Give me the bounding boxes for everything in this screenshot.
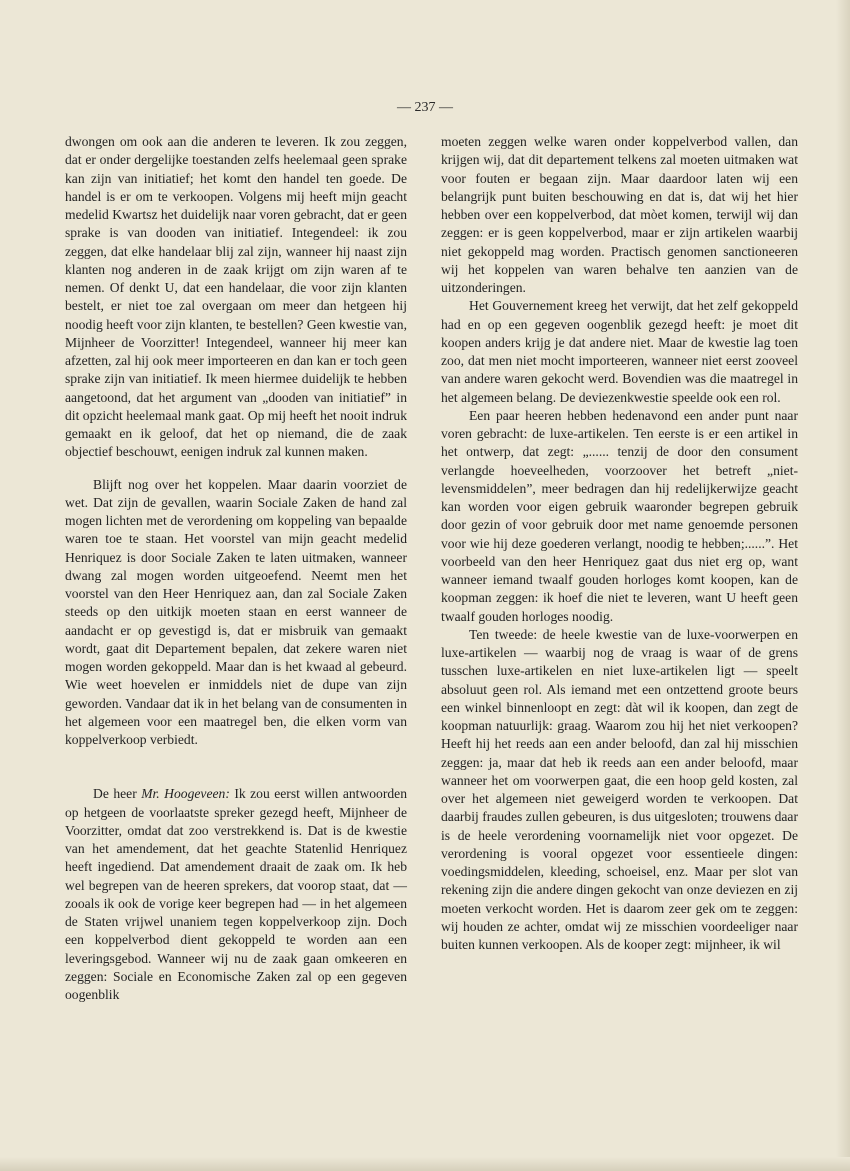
- page-number: — 237 —: [397, 100, 453, 115]
- paragraph: moeten zeggen welke waren onder koppelverbod vallen, dan krijgen wij, dat dit departement telkens zal moeten uitmaken wat voor fouten er begaan zijn. Maar daardoor laten wij een belangrijk punt buiten beschouwing en dat is, dat wij het hier hebben over een koppelverbod, dat mòet komen, terwijl wij dan zeggen: er is geen koppelverbod, maar er zijn artikelen waarbij niet gekoppeld mag worden. Practisch genomen sanctioneeren wij het koppelen van waren behalve ten aanzien van de uitzonderingen.: [441, 134, 798, 295]
- page-bottom-shadow: [0, 1157, 850, 1171]
- left-column: [65, 133, 407, 1004]
- speaker-name: Mr. Hoogeveen:: [141, 786, 230, 802]
- right-column: [441, 133, 798, 954]
- speaker-text: Ik zou eerst willen antwoorden op hetgeen de voorlaatste spreker gezegd heeft, Mijnheer de Voorzitter, omdat dat zoo verstrekkend is. Dat is de kwestie van het amendement, dat het geachte Statenlid Henriquez heeft ingediend. Dat amendement draait de zaak om. Ik heb wel begrepen van de heeren sprekers, dat voorop staat, dat — zooals ik ook de vorige keer begrepen had — in het algemeen de Staten vrijwel unaniem tegen koppelverkoop zijn. Doch een koppelverbod dient gekoppeld te worden aan een leveringsgebod. Wanneer wij nu de zaak gaan omkeeren en zeggen: Sociale en Economische Zaken zal op een gegeven oogenblik: [65, 786, 408, 1002]
- paragraph: Het Gouvernement kreeg het verwijt, dat het zelf gekoppeld had en op een gegeven oogenblik gezegd heeft: je moet dit koopen anders krijg je dat andere niet. Maar de kwestie lag toen zoo, dat men niet mocht importeeren, wanneer niet eerst zooveel van andere waren gekocht werd. Bovendien was die maatregel in het algemeen belang. De deviezenkwestie speelde ook een rol.: [441, 298, 798, 405]
- paragraph: dwongen om ook aan die anderen te leveren. Ik zou zeggen, dat er onder dergelijke toestanden zelfs heelemaal geen sprake kan zijn van initiatief; het komt den handel ten goede. De handel is er om te verkoopen. Volgens mij heeft mijn geacht medelid Kwartsz het duidelijk naar voren gebracht, dat er geen sprake is van dooden van initiatief. Integendeel: ik zou zeggen, dat elke handelaar blij zal zijn, wanneer hij naast zijn klanten nog anderen in de zaak krijgt om zijn waren af te nemen. Of denkt U, dat een handelaar, die voor zijn klanten bestelt, er niet toe zal overgaan om meer dan hetgeen hij noodig heeft voor zijn klanten, te bestellen? Geen kwestie van, Mijnheer de Voorzitter! Integendeel, wanneer hij meer kan afzetten, zal hij ook meer importeeren en dan kan er toch geen sprake zijn van initiatief. Ik meen hiermee duidelijk te hebben aangetoond, dat het argument van „dooden van initiatief” in dit opzicht heelemaal mank gaat. Op mij heeft het nooit indruk gemaakt en ik geloof, dat het op niemand, die de zaak objectief beschouwt, eenigen indruk zal kunnen maken.: [65, 134, 407, 460]
- paragraph: Een paar heeren hebben hedenavond een ander punt naar voren gebracht: de luxe-artikelen. Ten eerste is er een artikel in het ontwerp, dat zegt: „...... tenzij de door den consument verlangde hoeveelheden, voorzoover het betreft „niet-levensmiddelen”, meer bedragen dan hij redelijkerwijze geacht kan worden voor eigen gebruik waaronder begrepen gebruik door gezin of voor gebruik door met name genoemde personen voor wie hij deze goederen verlangt, noodig te hebben;......”. Het voorbeeld van den heer Henriquez gaat dus niet erg op, want wanneer iemand twaalf gouden horloges komt koopen, kan de koopman zeggen: ik hoef die niet te leveren, want U heeft geen twaalf gouden horloges noodig.: [441, 407, 798, 624]
- section-gap: [65, 749, 407, 785]
- speaker-paragraph: [65, 785, 407, 1004]
- page-edge-shadow: [836, 0, 850, 1171]
- paragraph: Ten tweede: de heele kwestie van de luxe-voorwerpen en luxe-artikelen — waarbij nog de vraag is waar of de grens tusschen luxe-artikelen en niet luxe-artikelen ligt — speelt absoluut geen rol. Als iemand met een ontzettend groote beurs een winkel binnenloopt en zegt: dàt wil ik koopen, dan zegt de koopman natuurlijk: graag. Waarom zou hij het niet verkoopen? Heeft hij het reeds aan een ander beloofd, dan zal hij misschien zeggen: ja, maar dat heb ik reeds aan een ander beloofd, maar wanneer het om voorwerpen gaat, die een hoop geld kosten, zal over het algemeen niet geweigerd worden te verkoopen. Dat daarbij fraudes zullen gebeuren, is dus uitgesloten; trouwens daar is de heele verordening voornamelijk niet voor opgezet. De verordening is vooral opgezet voor essentieele dingen: voedingsmiddelen, kleeding, schoeisel, enz. Maar per slot van rekening zijn die andere dingen gekocht van onze deviezen en zij moeten verkocht worden. Het is daarom zeer gek om te zeggen: wij houden ze achter, omdat wij ze misschien voordeeliger naar buiten kunnen verkoopen. Als de kooper zegt: mijnheer, ik wil: [441, 626, 798, 952]
- paragraph: Blijft nog over het koppelen. Maar daarin voorziet de wet. Dat zijn de gevallen, waarin Sociale Zaken de hand zal mogen lichten met de verordening om koppeling van bepaalde waren toe te staan. Het voorstel van mijn geacht medelid Henriquez is door Sociale Zaken te laten uitmaken, wanneer dwang zal mogen worden uitgeoefend. Neemt men het voorstel van den Heer Henriquez aan, dan zal Sociale Zaken steeds op den uitkijk moeten staan en eerst wanneer de aandacht er op gevestigd is, dat er misbruik van gemaakt wordt, gaat dit Departement bepalen, dat zekere waren niet mogen worden gekoppeld. Maar dan is het kwaad al gebeurd. Wie weet hoevelen er inmiddels niet de dupe van zijn geworden. Vandaar dat ik in het belang van de consumenten in het algemeen voor een maatregel ben, die elken vorm van koppelverkoop verbiedt.: [65, 476, 407, 747]
- speaker-prefix: De heer: [93, 786, 137, 802]
- paragraph-gap: [65, 462, 407, 476]
